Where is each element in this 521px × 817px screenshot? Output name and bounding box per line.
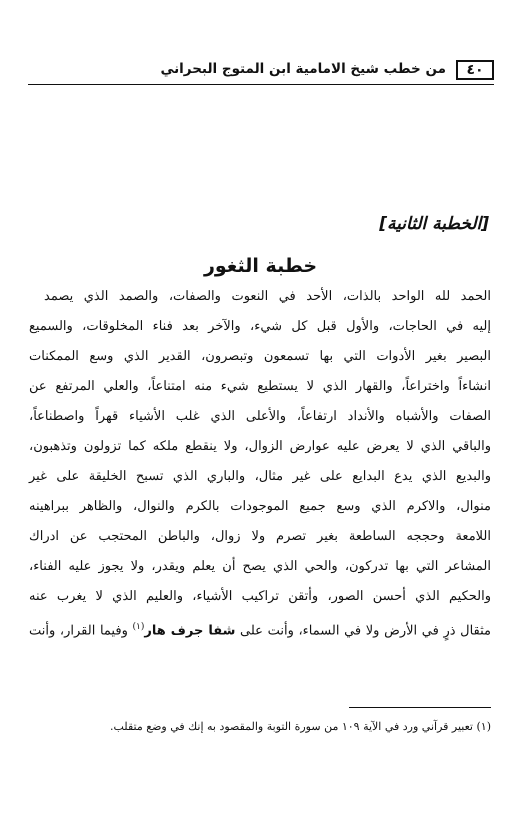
- body-line: اللامعة وحججه الساطعة بغير تصرم ولا زوال، والباطن المحتجب عن ادراك: [29, 529, 491, 544]
- running-header-title: من خطب شيخ الامامية ابن المتوج البحراني: [160, 61, 446, 77]
- body-line: منوال، والاكرم الذي وسع جميع الموجودات بالكرم والنوال، والظاهر ببراهينه: [29, 499, 491, 514]
- body-line: الصفات والأشباه والأنداد ارتفاعاً، والأعلى الذي غلب الأشياء قهراً واصطناعاً،: [29, 409, 491, 424]
- page-number: ٤٠: [456, 60, 494, 80]
- running-header: [28, 58, 494, 86]
- body-line: البصير بغير الأدوات التي بها تسمعون وتبصرون، القدير الذي وسع الممكنات: [29, 349, 491, 364]
- header-rule: [28, 84, 494, 85]
- body-line: والباقي الذي لا يعرض عليه عوارض الزوال، ولا ينقطع ملكه كما تزولون وتذهبون،: [29, 439, 491, 454]
- body-line: والبديع الذي يدع البدايع على غير مثال، والباري الذي تسبح الخليقة على غير: [29, 469, 491, 484]
- body-line: المشاعر التي بها تدركون، والحي الذي يصح أن يعلم ويقدر، ولا يجوز عليه الفناء،: [29, 559, 491, 574]
- quran-phrase: شفا جرف هار: [144, 623, 236, 639]
- section-label: [الخطبة الثانية]: [379, 214, 489, 234]
- body-text-segment: وفيما القرار، وأنت: [29, 623, 133, 639]
- footnote: (١) تعبير قرآني ورد في الآية ١٠٩ من سورة التوبة والمقصود به إنك في وضع متقلب.: [110, 720, 491, 733]
- body-line-last: [29, 618, 491, 640]
- sermon-title: خطبة الثغور: [203, 255, 318, 277]
- body-line: الحمد لله الواحد بالذات، الأحد في النعوت والصفات، والصمد الذي يصمد: [44, 289, 491, 304]
- body-line: والحكيم الذي أحسن الصور، وأتقن تراكيب الأشياء، والعليم الذي لا يغرب عنه: [29, 589, 491, 604]
- body-line: إليه في الحاجات، والأول قبل كل شيء، والآخر بعد فناء المخلوقات، والسميع: [29, 319, 491, 334]
- footnote-marker: (١): [132, 622, 145, 632]
- body-text-segment: مثقال ذرٍ في الأرض ولا في السماء، وأنت على: [235, 623, 492, 639]
- body-line: انشاءاً واختراعاً، والقهار الذي لا يستطيع شيء منه امتناعاً، والعلي المرتفع عن: [29, 379, 491, 394]
- footnote-rule: [349, 707, 491, 708]
